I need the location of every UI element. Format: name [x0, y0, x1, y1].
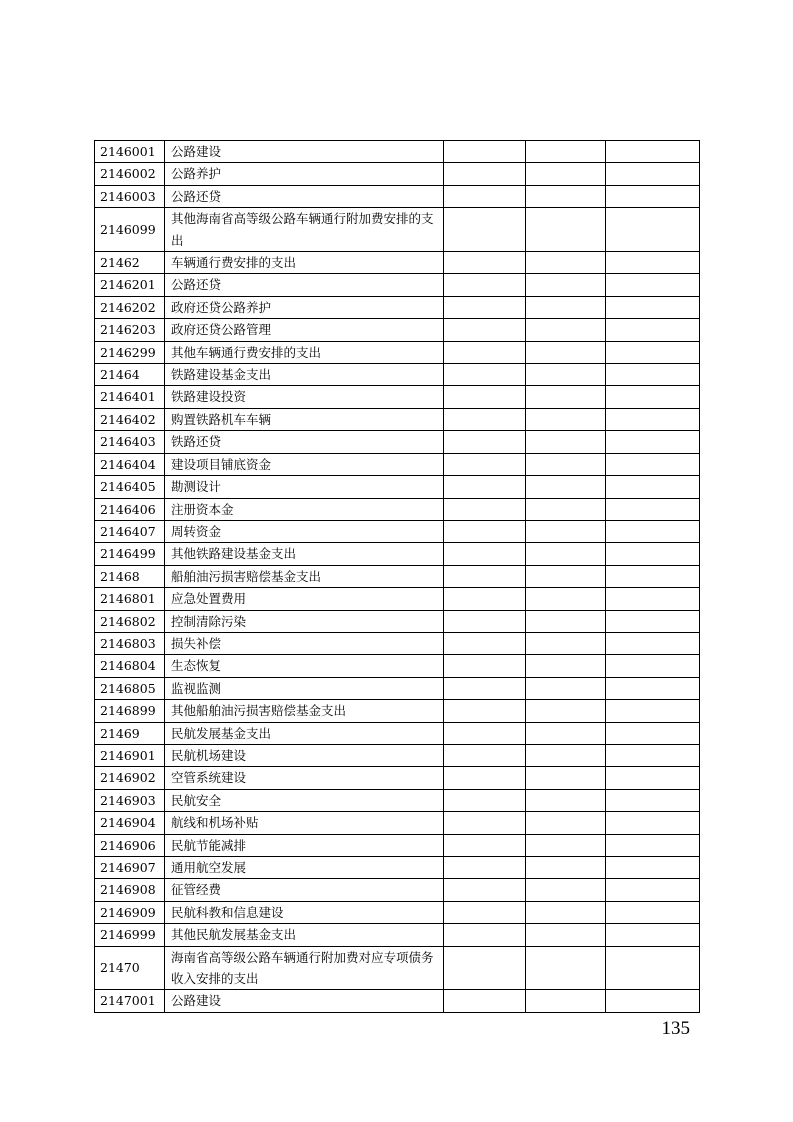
value-cell-3 — [606, 274, 700, 296]
value-cell-2 — [526, 141, 606, 163]
value-cell-1 — [444, 700, 526, 722]
value-cell-3 — [606, 141, 700, 163]
subject-code-cell: 21470 — [95, 946, 165, 990]
subject-name-cell: 公路还贷 — [165, 274, 444, 296]
value-cell-3 — [606, 744, 700, 766]
subject-name-cell: 通用航空发展 — [165, 857, 444, 879]
subject-code-cell: 2146802 — [95, 610, 165, 632]
subject-code-cell: 2146801 — [95, 588, 165, 610]
value-cell-2 — [526, 252, 606, 274]
value-cell-1 — [444, 296, 526, 318]
subject-name-cell: 征管经费 — [165, 879, 444, 901]
subject-name-cell: 其他铁路建设基金支出 — [165, 543, 444, 565]
table-row — [95, 341, 700, 363]
value-cell-1 — [444, 812, 526, 834]
table-row — [95, 632, 700, 654]
table-row — [95, 924, 700, 946]
table-row — [95, 990, 700, 1012]
subject-code-cell: 2146407 — [95, 520, 165, 542]
value-cell-2 — [526, 341, 606, 363]
table-row — [95, 274, 700, 296]
value-cell-2 — [526, 946, 606, 990]
subject-name-cell: 铁路建设基金支出 — [165, 364, 444, 386]
subject-code-cell: 2146903 — [95, 789, 165, 811]
subject-name-cell: 民航节能减排 — [165, 834, 444, 856]
subject-code-cell: 2146909 — [95, 901, 165, 923]
value-cell-3 — [606, 812, 700, 834]
subject-code-cell: 2146999 — [95, 924, 165, 946]
value-cell-1 — [444, 946, 526, 990]
value-cell-3 — [606, 655, 700, 677]
value-cell-1 — [444, 744, 526, 766]
value-cell-2 — [526, 386, 606, 408]
value-cell-3 — [606, 498, 700, 520]
subject-name-cell: 民航安全 — [165, 789, 444, 811]
value-cell-1 — [444, 453, 526, 475]
subject-name-cell: 建设项目铺底资金 — [165, 453, 444, 475]
value-cell-1 — [444, 722, 526, 744]
value-cell-2 — [526, 834, 606, 856]
table-row — [95, 744, 700, 766]
subject-code-cell: 21469 — [95, 722, 165, 744]
value-cell-3 — [606, 722, 700, 744]
value-cell-1 — [444, 520, 526, 542]
value-cell-3 — [606, 319, 700, 341]
value-cell-2 — [526, 812, 606, 834]
value-cell-3 — [606, 588, 700, 610]
table-row — [95, 812, 700, 834]
value-cell-1 — [444, 565, 526, 587]
value-cell-3 — [606, 296, 700, 318]
subject-name-cell: 控制清除污染 — [165, 610, 444, 632]
subject-code-cell: 2146908 — [95, 879, 165, 901]
value-cell-2 — [526, 677, 606, 699]
subject-code-cell: 2146202 — [95, 296, 165, 318]
table-row — [95, 677, 700, 699]
subject-code-cell: 2146201 — [95, 274, 165, 296]
table-row — [95, 431, 700, 453]
subject-code-cell: 2146906 — [95, 834, 165, 856]
value-cell-1 — [444, 655, 526, 677]
subject-name-cell: 公路还贷 — [165, 185, 444, 207]
value-cell-3 — [606, 879, 700, 901]
value-cell-2 — [526, 543, 606, 565]
value-cell-3 — [606, 163, 700, 185]
value-cell-3 — [606, 946, 700, 990]
subject-code-cell: 2146899 — [95, 700, 165, 722]
value-cell-2 — [526, 879, 606, 901]
value-cell-1 — [444, 141, 526, 163]
value-cell-2 — [526, 789, 606, 811]
subject-name-cell: 其他船舶油污损害赔偿基金支出 — [165, 700, 444, 722]
table-row — [95, 901, 700, 923]
value-cell-1 — [444, 319, 526, 341]
subject-code-cell: 2146499 — [95, 543, 165, 565]
value-cell-2 — [526, 632, 606, 654]
value-cell-3 — [606, 700, 700, 722]
table-row — [95, 476, 700, 498]
subject-name-cell: 其他车辆通行费安排的支出 — [165, 341, 444, 363]
subject-name-cell: 生态恢复 — [165, 655, 444, 677]
table-row — [95, 408, 700, 430]
subject-name-cell: 其他海南省高等级公路车辆通行附加费安排的支出 — [165, 208, 444, 252]
value-cell-3 — [606, 857, 700, 879]
value-cell-3 — [606, 901, 700, 923]
subject-name-cell: 政府还贷公路管理 — [165, 319, 444, 341]
table-row — [95, 208, 700, 252]
subject-name-cell: 应急处置费用 — [165, 588, 444, 610]
subject-name-cell: 民航发展基金支出 — [165, 722, 444, 744]
value-cell-1 — [444, 208, 526, 252]
value-cell-1 — [444, 252, 526, 274]
value-cell-3 — [606, 520, 700, 542]
value-cell-3 — [606, 990, 700, 1012]
table-row — [95, 453, 700, 475]
value-cell-1 — [444, 857, 526, 879]
value-cell-3 — [606, 924, 700, 946]
value-cell-1 — [444, 163, 526, 185]
table-row — [95, 185, 700, 207]
value-cell-3 — [606, 610, 700, 632]
subject-name-cell: 公路建设 — [165, 141, 444, 163]
subject-code-cell: 2146907 — [95, 857, 165, 879]
value-cell-3 — [606, 565, 700, 587]
subject-code-cell: 2146904 — [95, 812, 165, 834]
value-cell-1 — [444, 901, 526, 923]
value-cell-3 — [606, 386, 700, 408]
subject-name-cell: 勘测设计 — [165, 476, 444, 498]
subject-code-cell: 21464 — [95, 364, 165, 386]
table-row — [95, 520, 700, 542]
value-cell-1 — [444, 386, 526, 408]
value-cell-2 — [526, 857, 606, 879]
page-number: 135 — [661, 1018, 690, 1039]
value-cell-2 — [526, 319, 606, 341]
subject-name-cell: 注册资本金 — [165, 498, 444, 520]
value-cell-2 — [526, 163, 606, 185]
subject-code-cell: 2146403 — [95, 431, 165, 453]
value-cell-1 — [444, 476, 526, 498]
subject-name-cell: 民航科教和信息建设 — [165, 901, 444, 923]
value-cell-1 — [444, 431, 526, 453]
value-cell-1 — [444, 789, 526, 811]
subject-name-cell: 航线和机场补贴 — [165, 812, 444, 834]
value-cell-1 — [444, 274, 526, 296]
table-row — [95, 543, 700, 565]
subject-name-cell: 政府还贷公路养护 — [165, 296, 444, 318]
value-cell-2 — [526, 364, 606, 386]
table-row — [95, 296, 700, 318]
value-cell-1 — [444, 588, 526, 610]
value-cell-2 — [526, 924, 606, 946]
table-row — [95, 879, 700, 901]
table-row — [95, 498, 700, 520]
subject-code-cell: 2147001 — [95, 990, 165, 1012]
table-row — [95, 319, 700, 341]
value-cell-2 — [526, 588, 606, 610]
subject-name-cell: 空管系统建设 — [165, 767, 444, 789]
subject-code-cell: 21462 — [95, 252, 165, 274]
table-row — [95, 141, 700, 163]
value-cell-2 — [526, 185, 606, 207]
value-cell-1 — [444, 924, 526, 946]
value-cell-2 — [526, 722, 606, 744]
subject-name-cell: 铁路还贷 — [165, 431, 444, 453]
subject-code-cell: 2146404 — [95, 453, 165, 475]
value-cell-3 — [606, 767, 700, 789]
table-row — [95, 588, 700, 610]
value-cell-3 — [606, 185, 700, 207]
value-cell-1 — [444, 341, 526, 363]
subject-code-cell: 2146401 — [95, 386, 165, 408]
subject-name-cell: 公路养护 — [165, 163, 444, 185]
value-cell-3 — [606, 208, 700, 252]
value-cell-1 — [444, 767, 526, 789]
value-cell-2 — [526, 700, 606, 722]
subject-code-cell: 2146203 — [95, 319, 165, 341]
value-cell-3 — [606, 408, 700, 430]
subject-code-cell: 2146902 — [95, 767, 165, 789]
table-row — [95, 364, 700, 386]
subject-name-cell: 船舶油污损害赔偿基金支出 — [165, 565, 444, 587]
value-cell-3 — [606, 789, 700, 811]
value-cell-3 — [606, 677, 700, 699]
value-cell-1 — [444, 879, 526, 901]
value-cell-2 — [526, 296, 606, 318]
subject-code-cell: 2146402 — [95, 408, 165, 430]
subject-code-cell: 2146804 — [95, 655, 165, 677]
value-cell-1 — [444, 834, 526, 856]
value-cell-3 — [606, 364, 700, 386]
value-cell-1 — [444, 185, 526, 207]
value-cell-2 — [526, 431, 606, 453]
subject-name-cell: 民航机场建设 — [165, 744, 444, 766]
value-cell-2 — [526, 990, 606, 1012]
table-row — [95, 565, 700, 587]
value-cell-1 — [444, 364, 526, 386]
subject-code-cell: 2146901 — [95, 744, 165, 766]
table-row — [95, 610, 700, 632]
table-row — [95, 252, 700, 274]
value-cell-1 — [444, 498, 526, 520]
subject-code-cell: 2146406 — [95, 498, 165, 520]
subject-code-cell: 2146003 — [95, 185, 165, 207]
value-cell-1 — [444, 990, 526, 1012]
value-cell-3 — [606, 252, 700, 274]
subject-name-cell: 海南省高等级公路车辆通行附加费对应专项债务收入安排的支出 — [165, 946, 444, 990]
value-cell-2 — [526, 408, 606, 430]
subject-code-cell: 2146805 — [95, 677, 165, 699]
value-cell-2 — [526, 208, 606, 252]
subject-code-cell: 2146099 — [95, 208, 165, 252]
table-row — [95, 386, 700, 408]
value-cell-3 — [606, 453, 700, 475]
table-row — [95, 163, 700, 185]
table-row — [95, 789, 700, 811]
value-cell-2 — [526, 520, 606, 542]
value-cell-3 — [606, 632, 700, 654]
subject-code-cell: 2146405 — [95, 476, 165, 498]
value-cell-1 — [444, 632, 526, 654]
subject-code-cell: 2146803 — [95, 632, 165, 654]
subject-name-cell: 车辆通行费安排的支出 — [165, 252, 444, 274]
value-cell-2 — [526, 498, 606, 520]
value-cell-1 — [444, 610, 526, 632]
table-row — [95, 946, 700, 990]
subject-code-cell: 21468 — [95, 565, 165, 587]
subject-code-cell: 2146001 — [95, 141, 165, 163]
value-cell-1 — [444, 408, 526, 430]
value-cell-2 — [526, 565, 606, 587]
value-cell-2 — [526, 744, 606, 766]
value-cell-3 — [606, 341, 700, 363]
value-cell-3 — [606, 543, 700, 565]
subject-name-cell: 其他民航发展基金支出 — [165, 924, 444, 946]
subject-name-cell: 监视监测 — [165, 677, 444, 699]
value-cell-2 — [526, 274, 606, 296]
subject-name-cell: 公路建设 — [165, 990, 444, 1012]
value-cell-1 — [444, 543, 526, 565]
subject-code-cell: 2146299 — [95, 341, 165, 363]
table-body — [95, 141, 700, 1013]
table-row — [95, 655, 700, 677]
table-row — [95, 700, 700, 722]
value-cell-2 — [526, 655, 606, 677]
value-cell-2 — [526, 476, 606, 498]
table-row — [95, 722, 700, 744]
table-row — [95, 767, 700, 789]
subject-name-cell: 周转资金 — [165, 520, 444, 542]
subject-name-cell: 购置铁路机车车辆 — [165, 408, 444, 430]
value-cell-2 — [526, 901, 606, 923]
value-cell-3 — [606, 834, 700, 856]
value-cell-3 — [606, 476, 700, 498]
value-cell-2 — [526, 767, 606, 789]
table-row — [95, 857, 700, 879]
subject-name-cell: 铁路建设投资 — [165, 386, 444, 408]
value-cell-2 — [526, 610, 606, 632]
table-row — [95, 834, 700, 856]
value-cell-1 — [444, 677, 526, 699]
subject-name-cell: 损失补偿 — [165, 632, 444, 654]
budget-table — [94, 140, 700, 1013]
subject-code-cell: 2146002 — [95, 163, 165, 185]
value-cell-2 — [526, 453, 606, 475]
value-cell-3 — [606, 431, 700, 453]
